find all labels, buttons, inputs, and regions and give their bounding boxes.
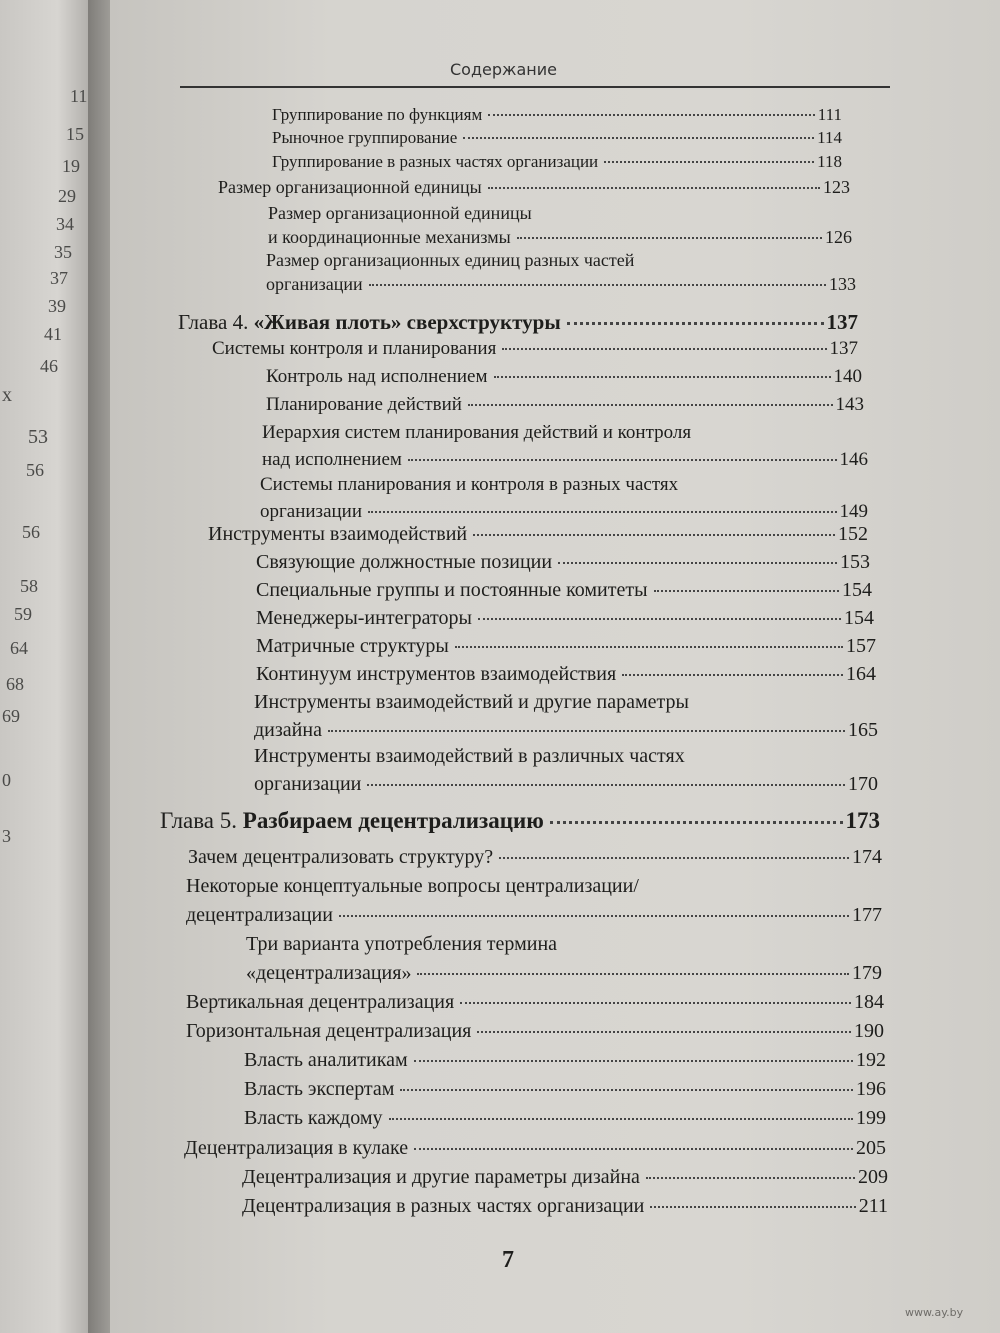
- toc-page-number: 140: [833, 366, 862, 387]
- toc-entry: [266, 363, 862, 390]
- toc-chapter-entry: [160, 805, 880, 837]
- dot-leader: [408, 459, 837, 461]
- toc-page-number: 199: [856, 1107, 886, 1129]
- left-page-number: 29: [58, 186, 76, 206]
- toc-entry: [272, 151, 842, 173]
- dot-leader: [460, 1002, 851, 1004]
- dot-leader: [567, 322, 824, 325]
- left-page-number: 53: [28, 426, 48, 448]
- toc-entry: [208, 520, 868, 548]
- toc-entry-title: Матричные структуры: [256, 635, 449, 657]
- left-page-number: 58: [20, 576, 38, 596]
- dot-leader: [550, 821, 843, 824]
- toc-entry-title: Группирование по функциям: [272, 105, 483, 124]
- toc-entry: [256, 632, 876, 660]
- toc-page-number: 143: [835, 394, 864, 415]
- dot-leader: [414, 1060, 853, 1062]
- toc-entry-title: Власть экспертам: [244, 1078, 395, 1100]
- toc-entry-title: организации: [266, 274, 363, 294]
- toc-page-number: 111: [817, 105, 842, 124]
- dot-leader: [477, 1031, 851, 1033]
- toc-entry: [268, 201, 852, 249]
- dot-leader: [468, 404, 833, 406]
- toc-entry-title: Власть аналитикам: [244, 1049, 408, 1071]
- left-page-number: 69: [2, 706, 20, 726]
- toc-page-number: 209: [858, 1166, 888, 1188]
- left-page-number: 56: [22, 522, 40, 542]
- left-page-number: 11: [70, 86, 88, 106]
- toc-entry: [256, 548, 870, 576]
- left-page-number: 35: [54, 242, 72, 262]
- toc-entry: [186, 872, 882, 930]
- dot-leader: [389, 1118, 854, 1120]
- toc-page-number: 118: [817, 152, 842, 171]
- dot-leader: [558, 562, 837, 564]
- left-page-number: 46: [40, 356, 58, 376]
- toc-page-number: 177: [852, 904, 882, 926]
- dot-leader: [517, 237, 822, 239]
- left-page-edge: [0, 0, 96, 1333]
- dot-leader: [367, 784, 845, 786]
- toc-entry: [254, 688, 878, 744]
- toc-page-number: 153: [840, 551, 870, 573]
- toc-page-number: 205: [856, 1137, 886, 1159]
- toc-page-number: 152: [838, 523, 868, 545]
- toc-page-number: 192: [856, 1049, 886, 1071]
- toc-entry: [266, 391, 864, 418]
- left-page-number: 59: [14, 604, 32, 624]
- chapter-label: Глава 5.: [160, 808, 238, 833]
- toc-entry-title: над исполнением: [262, 449, 402, 470]
- dot-leader: [339, 915, 849, 917]
- toc-entry-title: Инструменты взаимодействий в различных частях: [254, 745, 685, 767]
- toc-page-number: 165: [848, 719, 878, 741]
- toc-entry-title: Децентрализация в разных частях организации: [242, 1195, 645, 1217]
- dot-leader: [473, 534, 835, 536]
- toc-entry: [218, 175, 850, 199]
- toc-entry: [212, 335, 858, 362]
- toc-entry: [188, 843, 882, 872]
- dot-leader: [455, 646, 843, 648]
- toc-page-number: 149: [839, 501, 868, 522]
- dot-leader: [369, 284, 826, 286]
- dot-leader: [488, 187, 820, 189]
- toc-entry: [256, 660, 876, 688]
- toc-page-number: 196: [856, 1078, 886, 1100]
- toc-entry-title: Размер организационной единицы: [268, 203, 532, 223]
- dot-leader: [622, 674, 843, 676]
- toc-entry: [186, 1017, 884, 1046]
- toc-entry-title: Рыночное группирование: [272, 128, 458, 147]
- toc-entry: [244, 1075, 886, 1104]
- toc-entry-title: Системы планирования и контроля в разных частях: [260, 474, 679, 495]
- toc-page-number: 211: [858, 1195, 888, 1217]
- left-page-number: 19: [62, 156, 80, 176]
- toc-page-number: 154: [842, 579, 872, 601]
- toc-entry-title: Некоторые концептуальные вопросы централизации/: [186, 875, 639, 897]
- toc-entry: [184, 1134, 886, 1163]
- toc-page-number: 170: [848, 773, 878, 795]
- left-page-number: 39: [48, 296, 66, 316]
- left-page-number: 34: [56, 214, 74, 234]
- toc-entry-title: Власть каждому: [244, 1107, 383, 1129]
- chapter-title: Разбираем децентрализацию: [242, 808, 544, 833]
- toc-entry-title: Системы контроля и планирования: [212, 338, 497, 359]
- chapter-title: «Живая плоть» сверхструктуры: [253, 310, 561, 334]
- toc-entry-title: Группирование в разных частях организации: [272, 152, 599, 171]
- toc-entry-title: Размер организационной единицы: [218, 177, 482, 197]
- toc-entry-title: Децентрализация в кулаке: [184, 1137, 409, 1159]
- dot-leader: [463, 137, 814, 139]
- toc-page-number: 157: [846, 635, 876, 657]
- toc-page-number: 184: [854, 991, 884, 1013]
- watermark: www.ay.by: [905, 1306, 964, 1319]
- toc-entry-title: Вертикальная децентрализация: [186, 991, 455, 1013]
- toc-entry-title: децентрализации: [186, 904, 333, 926]
- dot-leader: [499, 857, 849, 859]
- toc-page-number: 190: [854, 1020, 884, 1042]
- toc-entry-title: Специальные группы и постоянные комитеты: [256, 579, 648, 601]
- toc-page-number: 146: [839, 449, 868, 470]
- toc-chapter-entry: [178, 307, 858, 337]
- chapter-label: Глава 4.: [178, 310, 249, 334]
- toc-page-number: 179: [852, 962, 882, 984]
- toc-entry-title: Связующие должностные позиции: [256, 551, 553, 573]
- toc-entry-title: Зачем децентрализовать структуру?: [188, 846, 494, 868]
- left-page-number: 56: [26, 460, 44, 480]
- dot-leader: [368, 511, 836, 513]
- toc-entry-title: Размер организационных единиц разных частей: [266, 250, 635, 270]
- left-page-number: 15: [66, 124, 84, 144]
- toc-entry: [186, 988, 884, 1017]
- toc-entry: [254, 742, 878, 798]
- dot-leader: [488, 114, 815, 116]
- toc-page-number: 114: [817, 128, 842, 147]
- toc-page-number: 164: [846, 663, 876, 685]
- dot-leader: [400, 1089, 853, 1091]
- dot-leader: [604, 161, 814, 163]
- toc-entry: [256, 604, 874, 632]
- dot-leader: [328, 730, 845, 732]
- toc-page-number: 154: [844, 607, 874, 629]
- toc-entry-title: Децентрализация и другие параметры дизайна: [242, 1166, 640, 1188]
- dot-leader: [414, 1148, 853, 1150]
- toc-page-number: 123: [823, 177, 850, 197]
- toc-page-number: 137: [829, 338, 858, 359]
- toc-entry-title: Горизонтальная децентрализация: [186, 1020, 472, 1042]
- toc-entry-title: организации: [254, 773, 362, 795]
- left-page-number: 0: [2, 770, 11, 790]
- toc-entry-title: и координационные механизмы: [268, 227, 511, 247]
- toc-entry: [244, 1104, 886, 1133]
- dot-leader: [478, 618, 841, 620]
- toc-entry-title: Три варианта употребления термина: [246, 933, 558, 955]
- toc-entry: [244, 1046, 886, 1075]
- left-page-number: 3: [2, 826, 11, 846]
- page-number: 7: [502, 1247, 514, 1273]
- toc-entry-title: Менеджеры-интеграторы: [256, 607, 472, 629]
- left-page-number: x: [2, 384, 12, 406]
- toc-entry: [242, 1192, 888, 1221]
- left-page-number: 68: [6, 674, 24, 694]
- toc-entry-title: Континуум инструментов взаимодействия: [256, 663, 617, 685]
- left-page-number: 37: [50, 268, 68, 288]
- toc-entry-title: Иерархия систем планирования действий и контроля: [262, 422, 692, 443]
- toc-page-number: 137: [826, 310, 858, 334]
- toc-entry-title: Инструменты взаимодействий: [208, 523, 468, 545]
- toc-entry: [256, 576, 872, 604]
- dot-leader: [494, 376, 831, 378]
- left-page-number: 41: [44, 324, 62, 344]
- toc-page-number: 126: [825, 227, 852, 247]
- toc-entry-title: Инструменты взаимодействий и другие параметры: [254, 691, 689, 713]
- toc-entry: [272, 127, 842, 149]
- left-page-number: 64: [10, 638, 28, 658]
- running-head: [180, 56, 890, 88]
- toc-entry-title: Планирование действий: [266, 394, 462, 415]
- dot-leader: [654, 590, 839, 592]
- toc-entry-title: дизайна: [254, 719, 322, 741]
- toc-entry-title: организации: [260, 501, 363, 522]
- toc-entry-title: «децентрализация»: [246, 962, 412, 984]
- toc-page-number: 133: [829, 274, 856, 294]
- running-head-title: Содержание: [450, 60, 557, 79]
- dot-leader: [646, 1177, 855, 1179]
- toc-entry-title: Контроль над исполнением: [266, 366, 488, 387]
- toc-entry: [266, 248, 856, 296]
- dot-leader: [417, 973, 849, 975]
- toc-page-number: 173: [845, 808, 880, 833]
- toc-entry: [246, 930, 882, 988]
- toc-entry: [260, 471, 868, 525]
- toc-page-number: 174: [852, 846, 882, 868]
- toc-entry: [242, 1163, 888, 1192]
- dot-leader: [650, 1206, 855, 1208]
- dot-leader: [502, 348, 826, 350]
- toc-entry: [262, 419, 868, 473]
- toc-entry: [272, 104, 842, 126]
